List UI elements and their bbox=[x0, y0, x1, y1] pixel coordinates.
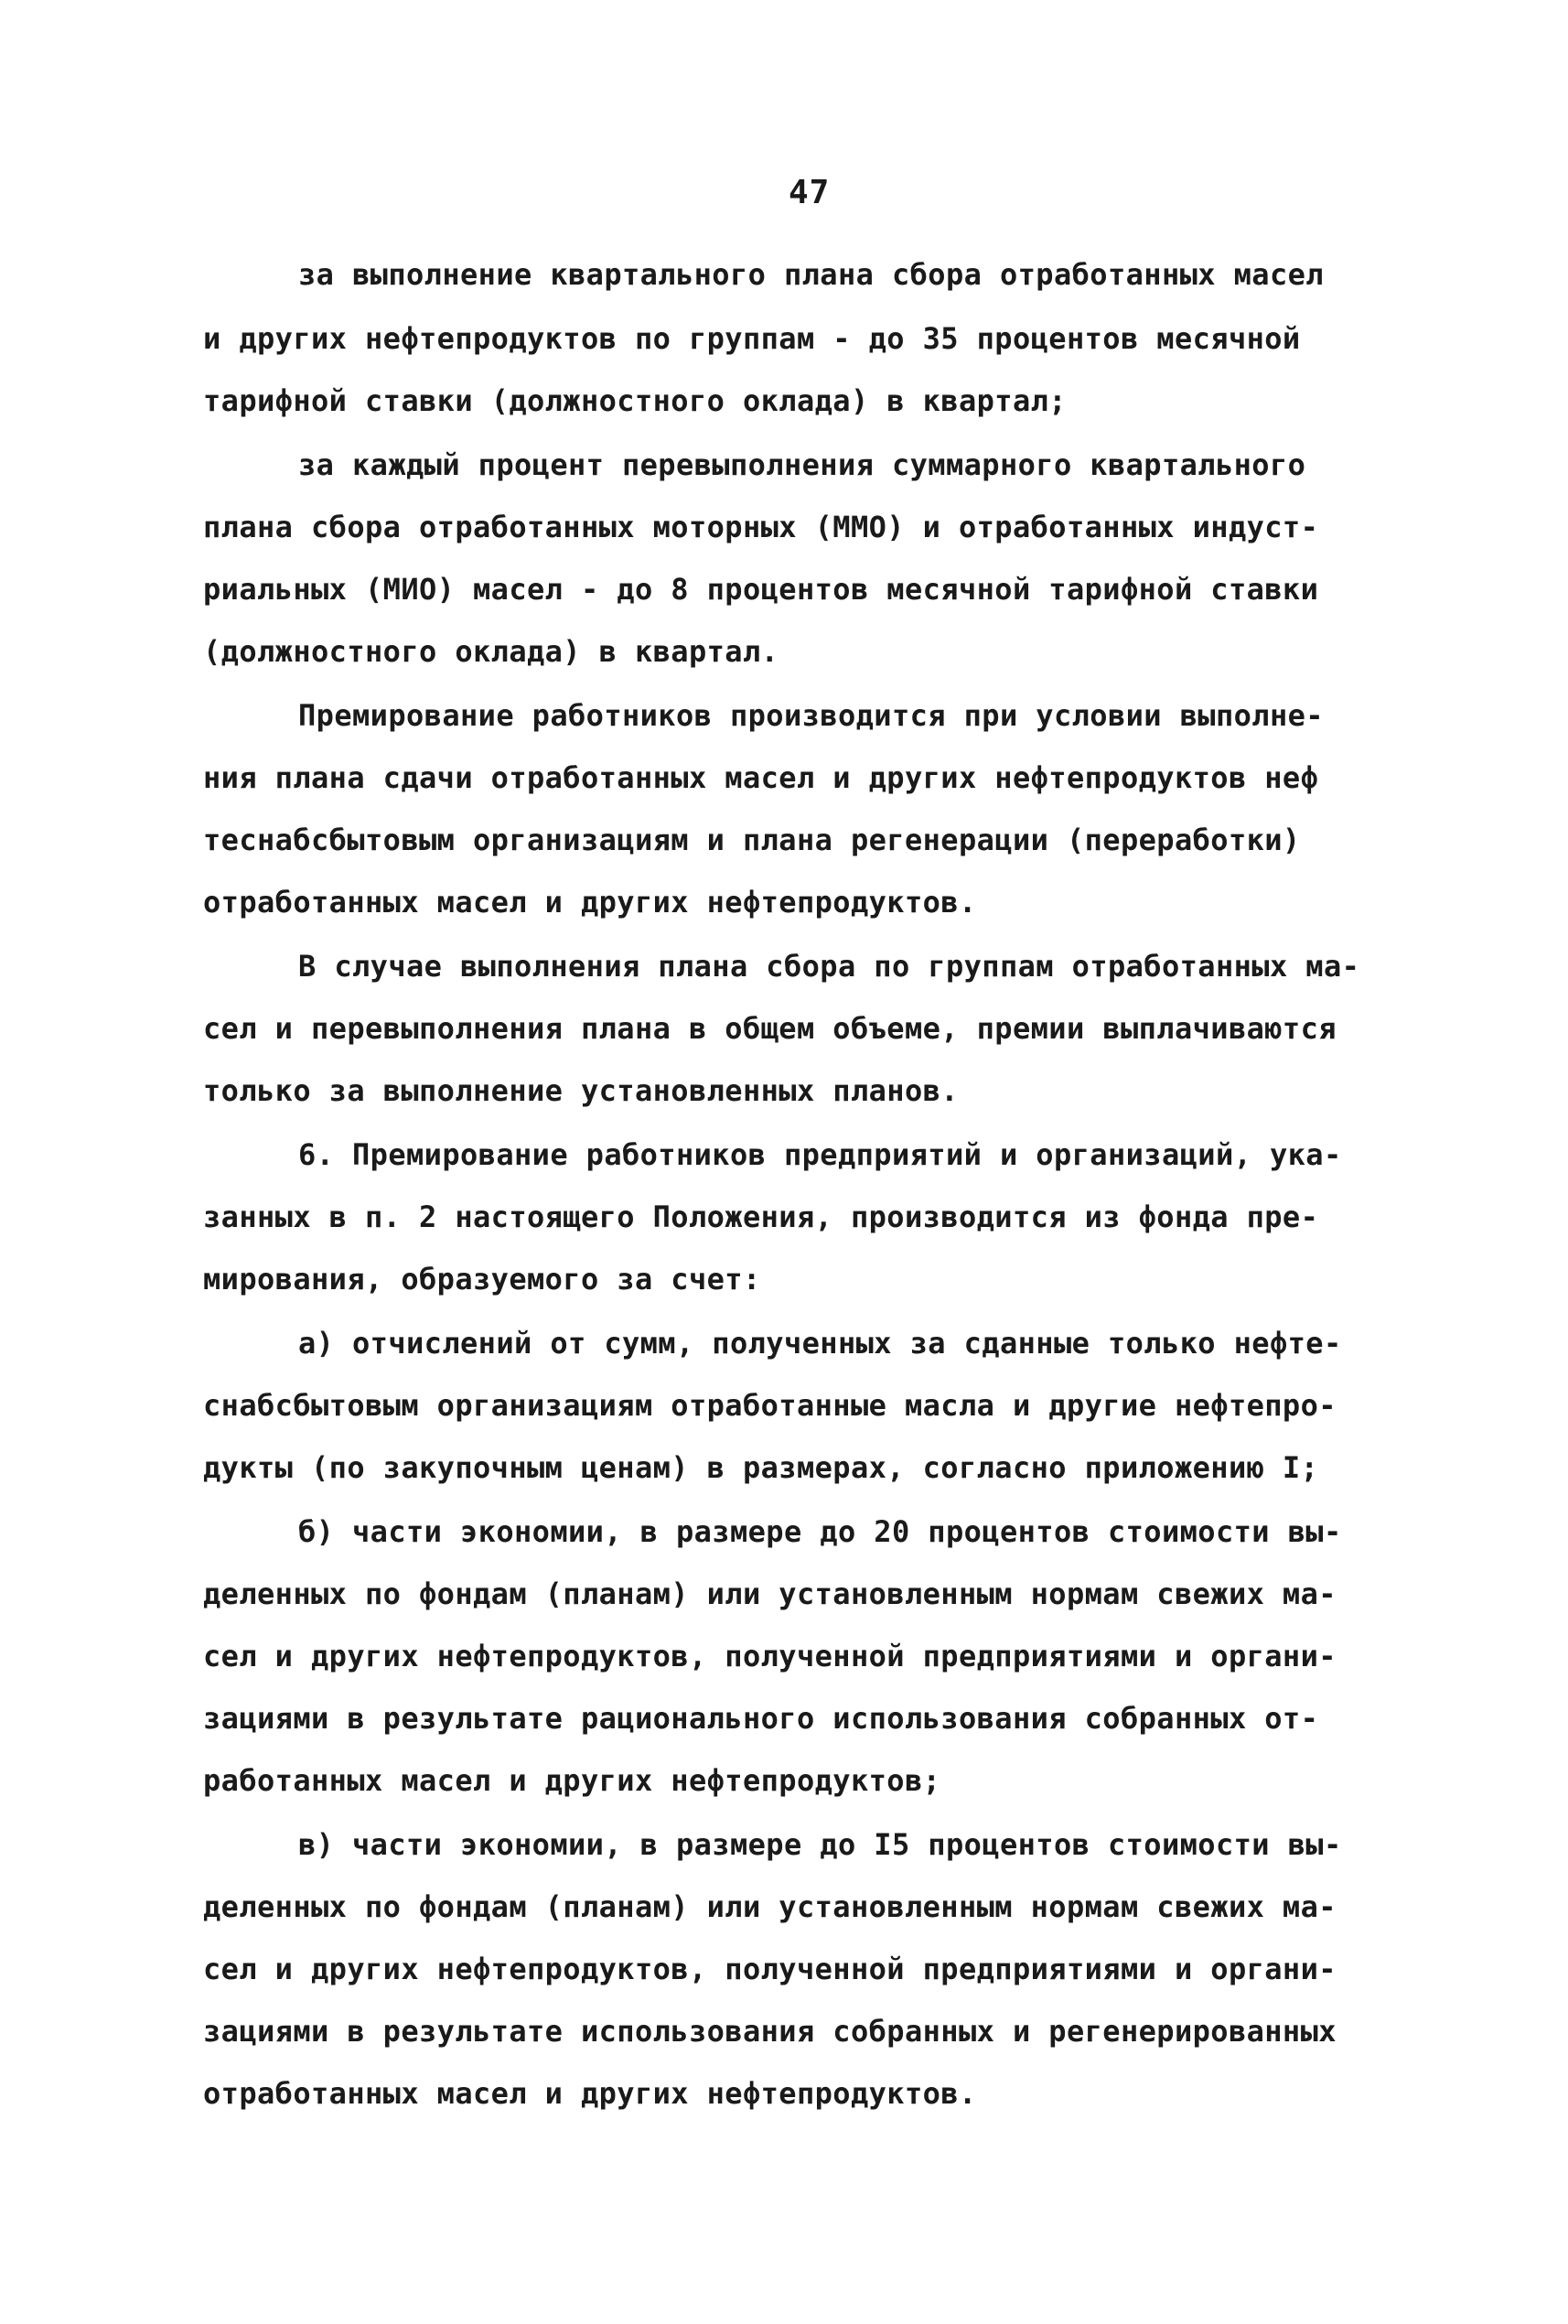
text-line: сел и других нефтепродуктов, полученной предприятиями и органи- bbox=[203, 1952, 1337, 1986]
text-line: (должностного оклада) в квартал. bbox=[203, 634, 779, 669]
text-line: зациями в результате рационального использования собранных от- bbox=[203, 1701, 1319, 1736]
text-line: риальных (МИО) масел - до 8 процентов месячной тарифной ставки bbox=[203, 572, 1319, 607]
text-line: отработанных масел и других нефтепродуктов. bbox=[203, 2076, 977, 2111]
text-line: тарифной ставки (должностного оклада) в квартал; bbox=[203, 383, 1067, 418]
text-line: за каждый процент перевыполнения суммарного квартального bbox=[298, 447, 1306, 482]
text-line: Премирование работников производится при условии выполне- bbox=[298, 698, 1324, 733]
text-line: ния плана сдачи отработанных масел и других нефтепродуктов неф bbox=[203, 760, 1319, 795]
text-line: а) отчислений от сумм, полученных за сданные только нефте- bbox=[298, 1326, 1342, 1361]
text-line: мирования, образуемого за счет: bbox=[203, 1262, 761, 1296]
text-line: деленных по фондам (планам) или установленным нормам свежих ма- bbox=[203, 1889, 1337, 1924]
text-line: за выполнение квартального плана сбора отработанных масел bbox=[298, 257, 1324, 292]
text-line: дукты (по закупочным ценам) в размерах, согласно приложению I; bbox=[203, 1450, 1319, 1485]
text-line: зациями в результате использования собранных и регенерированных bbox=[203, 2014, 1337, 2049]
text-line: плана сбора отработанных моторных (ММО) и отработанных индуст- bbox=[203, 510, 1319, 544]
text-line: В случае выполнения плана сбора по группам отработанных ма- bbox=[298, 949, 1360, 984]
text-line: сел и перевыполнения плана в общем объеме, премии выплачиваются bbox=[203, 1011, 1337, 1046]
text-line: и других нефтепродуктов по группам - до 35 процентов месячной bbox=[203, 321, 1301, 356]
text-line: работанных масел и других нефтепродуктов; bbox=[203, 1763, 941, 1798]
text-line: снабсбытовым организациям отработанные масла и другие нефтепро- bbox=[203, 1388, 1337, 1423]
text-line: занных в п. 2 настоящего Положения, производится из фонда пре- bbox=[203, 1200, 1319, 1234]
text-line: только за выполнение установленных планов. bbox=[203, 1073, 959, 1108]
text-line: деленных по фондам (планам) или установленным нормам свежих ма- bbox=[203, 1576, 1337, 1611]
text-line: 6. Премирование работников предприятий и организаций, ука- bbox=[298, 1137, 1342, 1172]
page-number: 47 bbox=[789, 174, 831, 211]
text-line: сел и других нефтепродуктов, полученной предприятиями и органи- bbox=[203, 1639, 1337, 1673]
text-line: теснабсбытовым организациям и плана регенерации (переработки) bbox=[203, 823, 1301, 857]
text-line: б) части экономии, в размере до 20 процентов стоимости вы- bbox=[298, 1514, 1342, 1549]
text-line: в) части экономии, в размере до I5 процентов стоимости вы- bbox=[298, 1827, 1342, 1862]
text-line: отработанных масел и других нефтепродуктов. bbox=[203, 885, 977, 920]
